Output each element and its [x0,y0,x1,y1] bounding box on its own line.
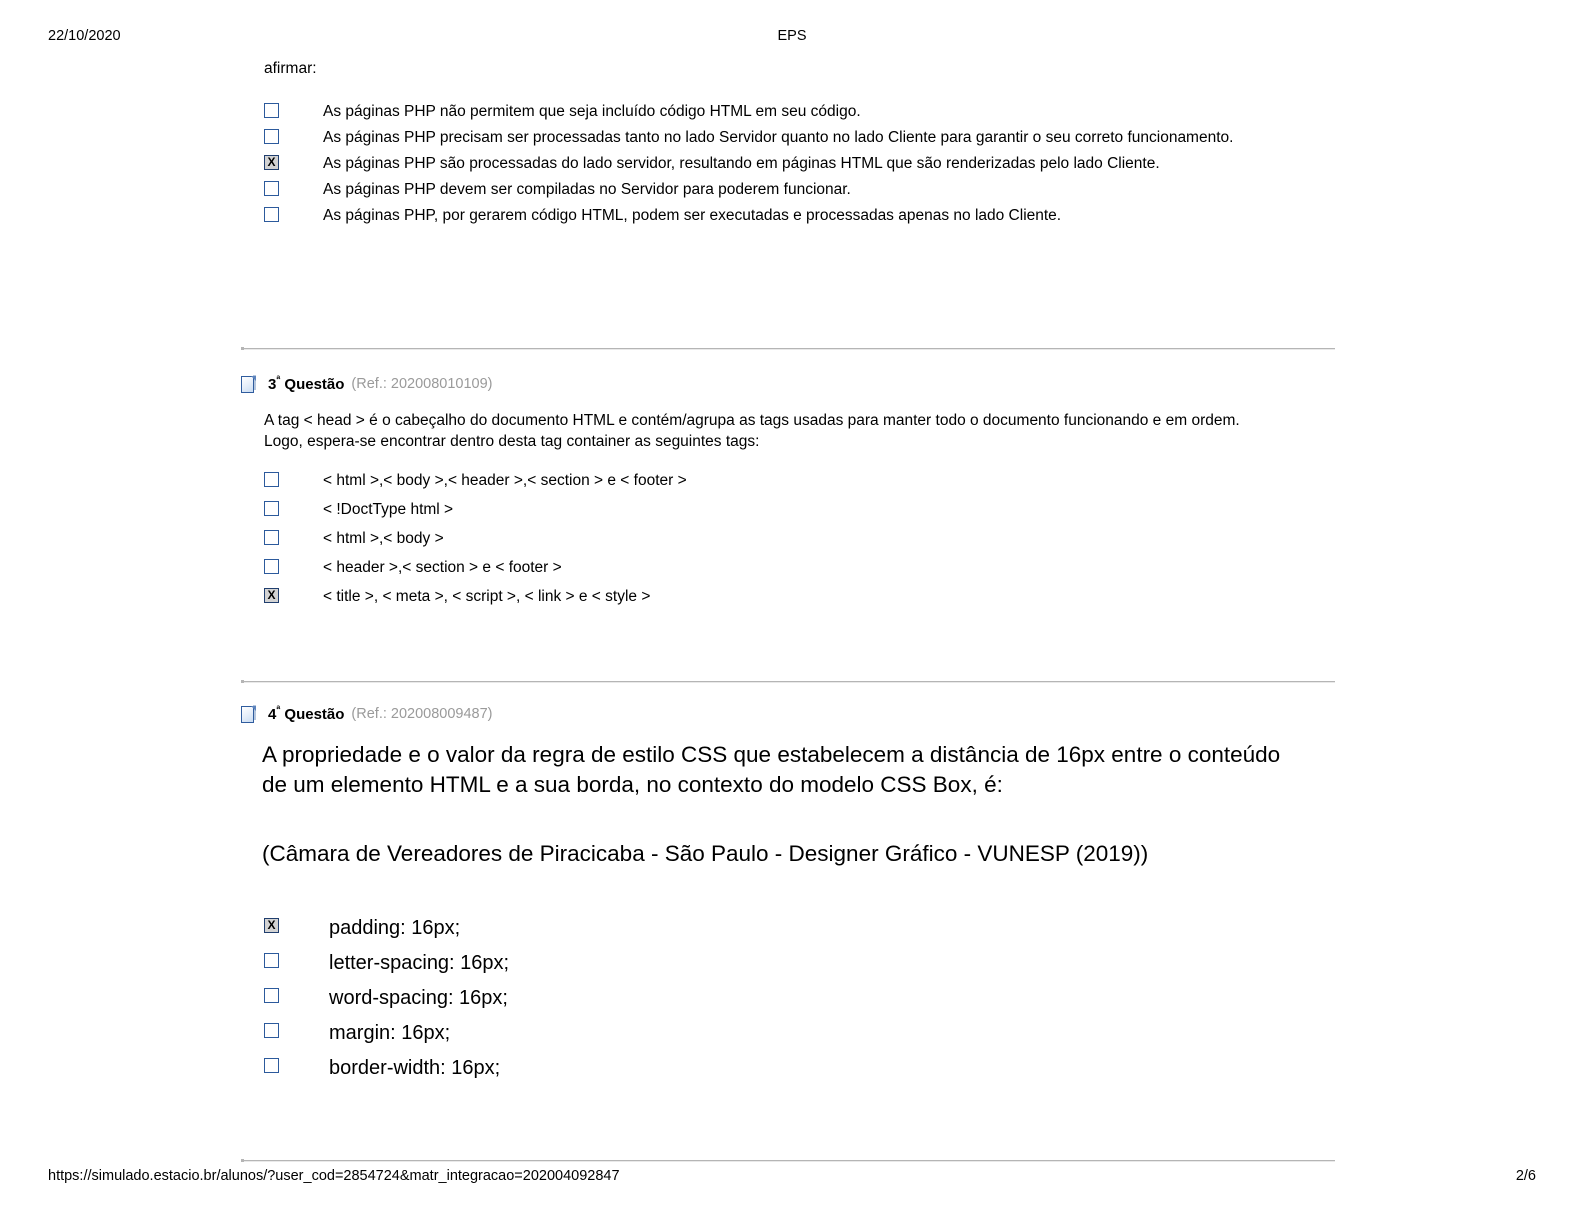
option-label: < title >, < meta >, < script >, < link > e < style > [323,588,651,605]
question3-ref: (Ref.: 202008010109) [351,376,493,392]
option-label: As páginas PHP devem ser compiladas no Servidor para poderem funcionar. [323,181,851,198]
section-divider-1 [241,348,1335,349]
document-title: EPS [777,28,807,44]
option-label: As páginas PHP, por gerarem código HTML, podem ser executadas e processadas apenas no lado Cliente. [323,207,1062,224]
option-label: margin: 16px; [329,1022,451,1044]
checkbox-unchecked-icon[interactable] [264,501,279,516]
checkbox-unchecked-icon[interactable] [264,953,279,968]
option-row[interactable] [264,986,1294,1010]
checkbox-unchecked-icon[interactable] [264,472,279,487]
option-row[interactable] [264,499,1294,520]
question4-number-label: $4^ª$ Questão [268,703,345,723]
option-label: border-width: 16px; [329,1057,501,1079]
option-row[interactable] [264,470,1294,491]
question4-statement: A propriedade e o valor da regra de estilo CSS que estabelecem a distância de 16px entre o conteúdo de um elemento HTML e a sua borda, no contexto do modelo CSS Box, é: [262,742,1281,797]
checkbox-checked-icon[interactable] [264,155,279,170]
question3-options [264,470,1294,615]
checkbox-checked-icon[interactable] [264,918,279,933]
option-row[interactable] [264,1021,1294,1045]
print-date: 22/10/2020 [48,28,121,44]
checkbox-unchecked-icon[interactable] [264,1058,279,1073]
option-label: word-spacing: 16px; [329,987,508,1009]
question3-statement: A tag < head > é o cabeçalho do documento HTML e contém/agrupa as tags usadas para manter todo o documento funcionando e em ordem. Logo, espera-se encontrar dentro desta tag container as seguintes tags: [264,412,1240,450]
question4-header [241,704,493,724]
option-label: < html >,< body > [323,530,444,547]
section-divider-2 [241,681,1335,682]
option-row[interactable] [264,916,1294,940]
question3-number-label: $3^ª$ Questão [268,373,345,393]
footer-page-number: 2/6 [1515,1168,1536,1184]
option-row[interactable] [264,179,1294,200]
checkbox-unchecked-icon[interactable] [264,988,279,1003]
question3-header [241,374,493,394]
checkbox-unchecked-icon[interactable] [264,129,279,144]
document-page-icon [241,375,257,394]
checkbox-unchecked-icon[interactable] [264,1023,279,1038]
option-label: < html >,< body >,< header >,< section > e < footer > [323,472,687,489]
checkbox-unchecked-icon[interactable] [264,103,279,118]
question4-ref: (Ref.: 202008009487) [351,706,493,722]
question2-options [264,101,1294,231]
option-row[interactable] [264,1056,1294,1080]
option-label: padding: 16px; [329,917,461,939]
question4-source: (Câmara de Vereadores de Piracicaba - São Paulo - Designer Gráfico - VUNESP (2019)) [262,841,1149,866]
option-label: As páginas PHP são processadas do lado servidor, resultando em páginas HTML que são renderizadas pelo lado Cliente. [323,155,1160,172]
option-label: As páginas PHP precisam ser processadas tanto no lado Servidor quanto no lado Cliente para garantir o seu correto funcionamento. [323,129,1234,146]
checkbox-unchecked-icon[interactable] [264,530,279,545]
checkbox-unchecked-icon[interactable] [264,559,279,574]
option-row[interactable] [264,205,1294,226]
option-row[interactable] [264,951,1294,975]
checkbox-unchecked-icon[interactable] [264,207,279,222]
question4-options [264,916,1294,1091]
option-row[interactable] [264,127,1294,148]
print-header [0,28,1584,46]
section-divider-3 [241,1160,1335,1161]
option-row[interactable] [264,153,1294,174]
option-label: < header >,< section > e < footer > [323,559,562,576]
option-label: As páginas PHP não permitem que seja incluído código HTML em seu código. [323,103,861,120]
option-label: < !DoctType html > [323,501,454,518]
checkbox-unchecked-icon[interactable] [264,181,279,196]
checkbox-checked-icon[interactable] [264,588,279,603]
option-label: letter-spacing: 16px; [329,952,510,974]
option-row[interactable] [264,557,1294,578]
print-footer [0,1168,1584,1188]
option-row[interactable] [264,101,1294,122]
option-row[interactable] [264,586,1294,607]
option-row[interactable] [264,528,1294,549]
question2-lead-text: afirmar: [264,60,317,77]
document-page-icon [241,705,257,724]
footer-url: https://simulado.estacio.br/alunos/?user_cod=2854724&matr_integracao=202004092847 [48,1168,620,1184]
